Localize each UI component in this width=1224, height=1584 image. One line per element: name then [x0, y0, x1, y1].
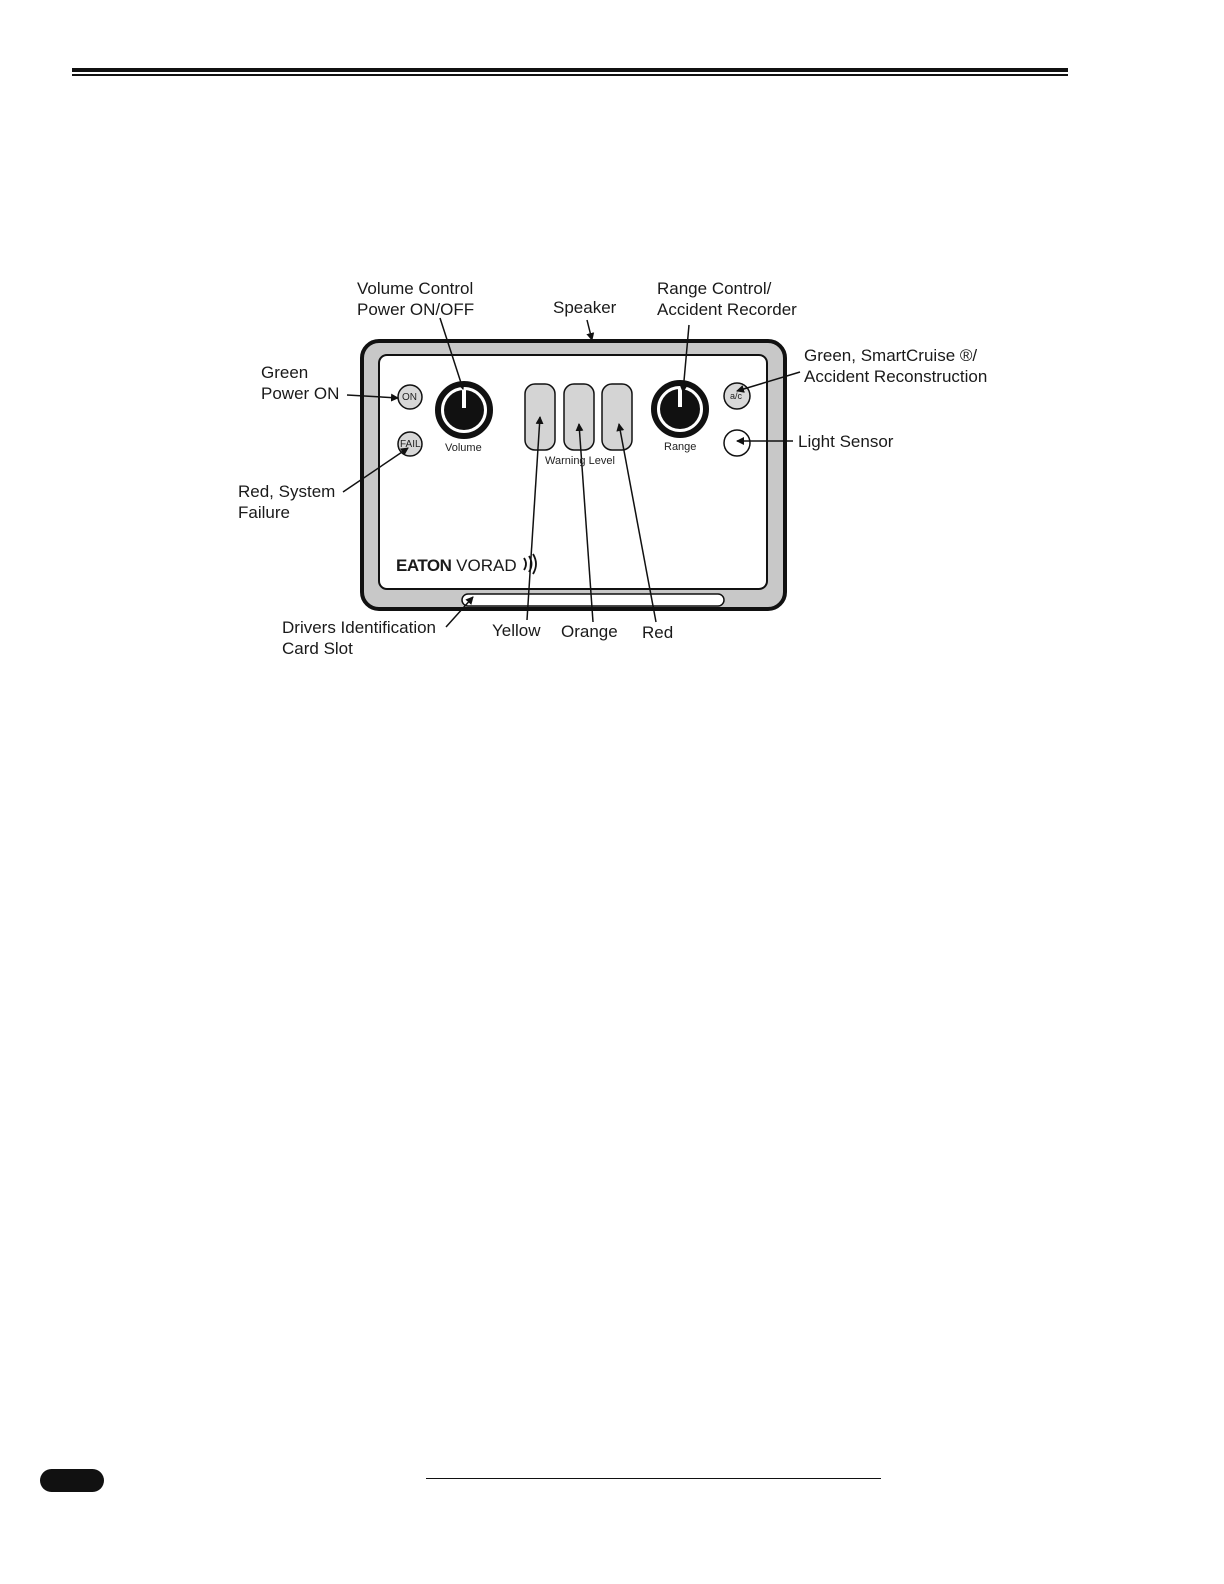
label-speaker: Speaker — [553, 298, 617, 317]
label-range-control-line1: Range Control/ — [657, 279, 772, 298]
label-red: Red — [642, 623, 674, 642]
label-card-slot-line2: Card Slot — [282, 639, 353, 658]
volume-knob-label: Volume — [445, 442, 482, 454]
warning-level-label: Warning Level — [545, 455, 615, 467]
label-range-control — [657, 278, 797, 320]
on-button-label: ON — [402, 392, 417, 403]
card-slot — [462, 594, 724, 606]
label-volume-control — [357, 278, 474, 320]
range-knob-icon — [654, 383, 706, 435]
label-green-power — [261, 362, 339, 404]
label-card-slot — [282, 617, 436, 659]
label-volume-control-line1: Volume Control — [357, 279, 474, 298]
ac-button-label: a/c — [730, 391, 743, 401]
range-knob-label: Range — [664, 441, 697, 453]
label-card-slot-line1: Drivers Identification — [282, 618, 437, 637]
label-smartcruise — [804, 345, 987, 387]
label-green-power-line1: Green — [261, 363, 309, 382]
label-smartcruise-line1: Green, SmartCruise ®/ — [804, 346, 978, 365]
page-number-tab — [40, 1469, 104, 1492]
brand-eaton: EATON — [396, 556, 452, 575]
label-range-control-line2: Accident Recorder — [657, 300, 797, 319]
brand-logo — [396, 555, 517, 576]
footer-rule — [426, 1478, 881, 1479]
label-orange: Orange — [561, 622, 618, 641]
label-red-failure-line2: Failure — [238, 503, 290, 522]
label-light-sensor: Light Sensor — [798, 432, 894, 451]
volume-knob-icon — [438, 384, 490, 436]
warning-lamp-orange — [564, 384, 594, 450]
brand-vorad: VORAD — [456, 556, 517, 575]
light-sensor-icon — [724, 430, 750, 456]
fail-button-label: FAIL — [400, 439, 421, 450]
leader-speaker — [587, 320, 592, 340]
label-red-failure — [238, 481, 335, 523]
label-volume-control-line2: Power ON/OFF — [357, 300, 475, 319]
label-smartcruise-line2: Accident Reconstruction — [804, 367, 988, 386]
label-green-power-line2: Power ON — [261, 384, 340, 403]
warning-lamp-red — [602, 384, 632, 450]
label-red-failure-line1: Red, System — [238, 482, 336, 501]
label-yellow: Yellow — [492, 621, 541, 640]
